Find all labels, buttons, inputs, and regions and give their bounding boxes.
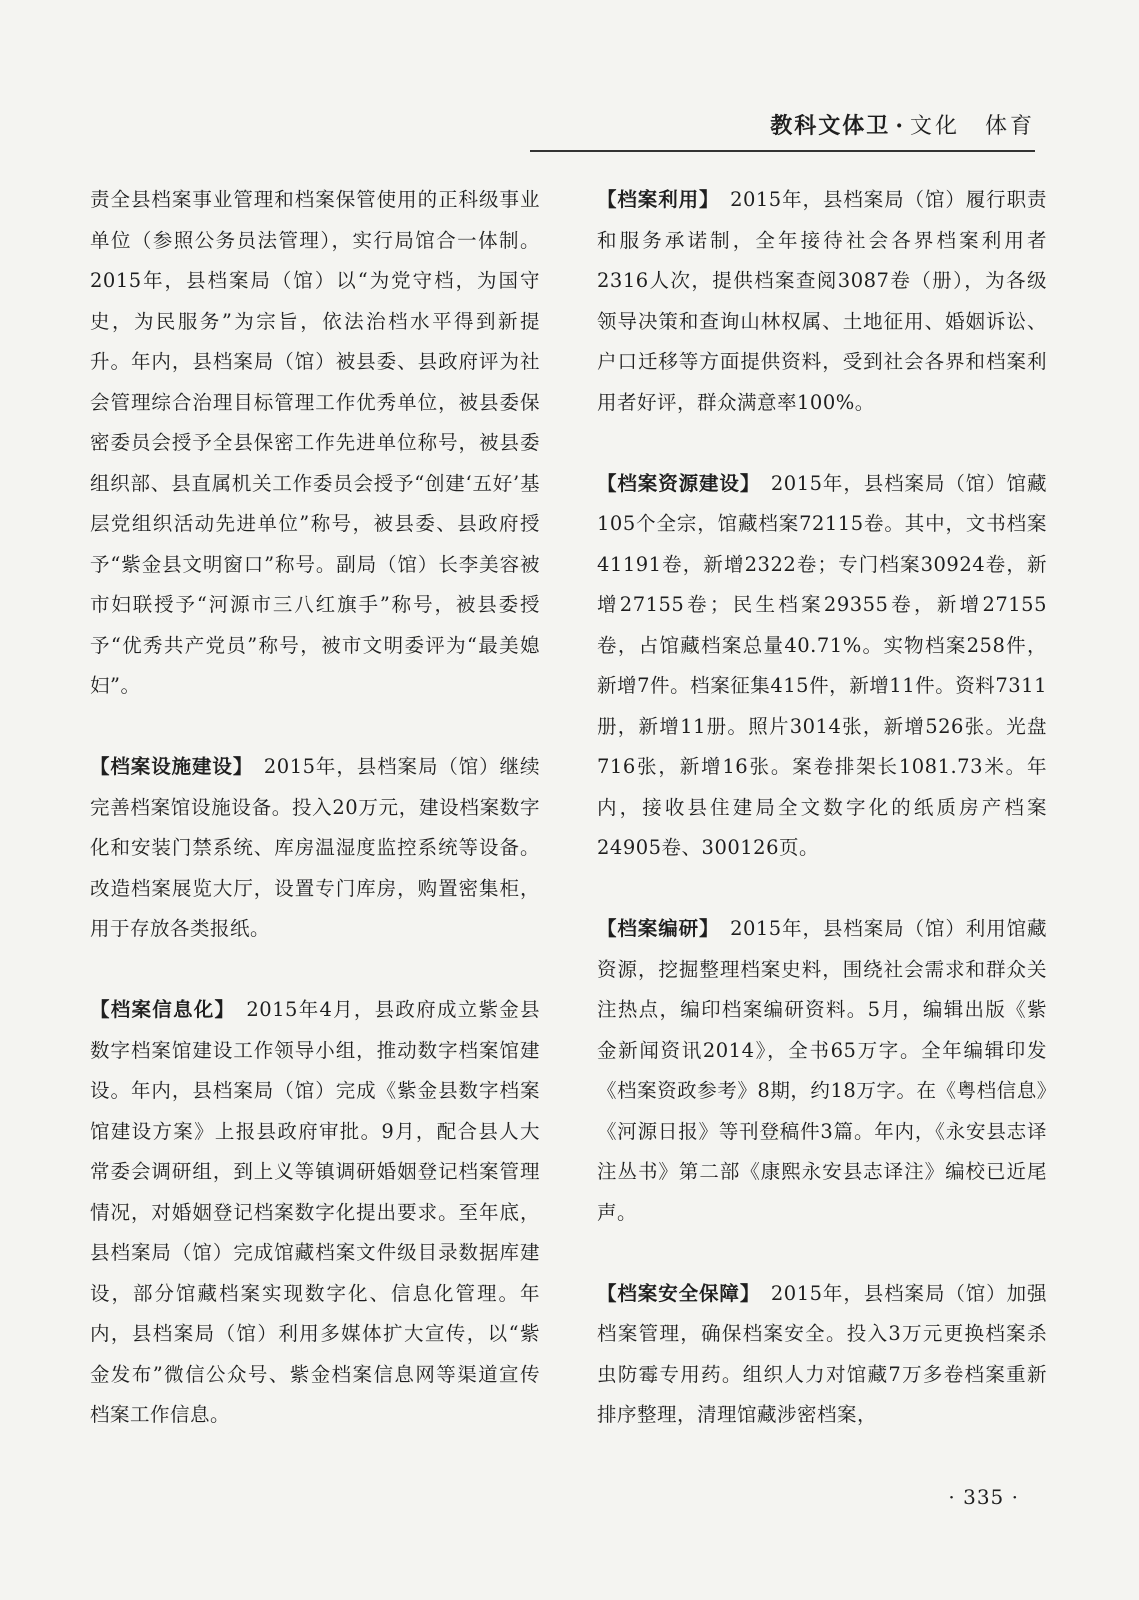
- header-section-title: 教科文体卫: [770, 113, 891, 139]
- paragraph-security: [597, 1274, 1047, 1436]
- paragraph-body: 责全县档案事业管理和档案保管使用的正科级事业单位（参照公务员法管理），实行局馆合一体制。2015年，县档案局（馆）以“为党守档，为国守史，为民服务”为宗旨，依法治档水平得到新提升。年内，县档案局（馆）被县委、县政府评为社会管理综合治理目标管理工作优秀单位，被县委保密委员会授予全县保密工作先进单位称号，被县委组织部、县直属机关工作委员会授予“创建‘五好’基层党组织活动先进单位”称号，被县委、县政府授予“紫金县文明窗口”称号。副局（馆）长李美容被市妇联授予“河源市三八红旗手”称号，被县委授予“优秀共产党员”称号，被市文明委评为“最美媳妇”。: [90, 188, 540, 697]
- paragraph-heading: 【档案信息化】: [90, 998, 226, 1021]
- header-rule: [530, 150, 1035, 152]
- paragraph-heading: 【档案安全保障】: [597, 1281, 751, 1305]
- paragraph-facility-construction: [90, 747, 540, 950]
- paragraph-body: 2015年，县档案局（馆）加强档案管理，确保档案安全。投入3万元更换档案杀虫防霉专用药。组织人力对馆藏7万多卷档案重新排序整理，清理馆藏涉密档案，: [597, 1281, 1047, 1426]
- paragraph-heading: 【档案编研】: [597, 917, 710, 940]
- page-number: · 335 ·: [948, 1485, 1019, 1509]
- paragraph-body: 2015年4月，县政府成立紫金县数字档案馆建设工作领导小组，推动数字档案馆建设。年内，县档案局（馆）完成《紫金县数字档案馆建设方案》上报县政府审批。9月，配合县人大常委会调研组，到上义等镇调研婚姻登记档案管理情况，对婚姻登记档案数字化提出要求。至年底，县档案局（馆）完成馆藏档案文件级目录数据库建设，部分馆藏档案实现数字化、信息化管理。年内，县档案局（馆）利用多媒体扩大宣传，以“紫金发布”微信公众号、紫金档案信息网等渠道宣传档案工作信息。: [90, 998, 540, 1426]
- paragraph-body: 2015年，县档案局（馆）继续完善档案馆设施设备。投入20万元，建设档案数字化和安装门禁系统、库房温湿度监控系统等设备。改造档案展览大厅，设置专门库房，购置密集柜，用于存放各类报纸。: [90, 755, 540, 940]
- left-column: [90, 180, 540, 1436]
- paragraph-continued: [90, 180, 540, 707]
- paragraph-body: 2015年，县档案局（馆）利用馆藏资源，挖掘整理档案史料，围绕社会需求和群众关注热点，编印档案编研资料。5月，编辑出版《紫金新闻资讯2014》，全书65万字。全年编辑印发《档案资政参考》8期，约18万字。在《粤档信息》《河源日报》等刊登稿件3篇。年内，《永安县志译注丛书》第二部《康熙永安县志译注》编校已近尾声。: [597, 917, 1047, 1224]
- paragraph-body: 2015年，县档案局（馆）履行职责和服务承诺制，全年接待社会各界档案利用者2316人次，提供档案查阅3087卷（册），为各级领导决策和查询山林权属、土地征用、婚姻诉讼、户口迁移等方面提供资料，受到社会各界和档案利用者好评，群众满意率100%。: [597, 188, 1047, 414]
- paragraph-informatization: [90, 990, 540, 1436]
- paragraph-heading: 【档案资源建设】: [597, 471, 751, 495]
- paragraph-compilation-research: [597, 909, 1047, 1233]
- paragraph-archive-utilization: [597, 180, 1047, 423]
- paragraph-heading: 【档案设施建设】: [90, 755, 244, 778]
- paragraph-heading: 【档案利用】: [597, 188, 710, 211]
- header-separator: ·: [895, 113, 905, 139]
- paragraph-body: 2015年，县档案局（馆）馆藏105个全宗，馆藏档案72115卷。其中，文书档案41191卷，新增2322卷；专门档案30924卷，新增27155卷；民生档案29355卷，新增27155卷，占馆藏档案总量40.71%。实物档案258件，新增7件。档案征集415件，新增11件。资料7311册，新增11册。照片3014张，新增526张。光盘716张，新增16张。案卷排架长1081.73米。年内，接收县住建局全文数字化的纸质房产档案24905卷、300126页。: [597, 471, 1047, 859]
- paragraph-resource-construction: [597, 464, 1047, 869]
- running-header: [770, 109, 1035, 140]
- right-column: [597, 180, 1047, 1436]
- header-subsection-title: 文化 体育: [909, 114, 1035, 139]
